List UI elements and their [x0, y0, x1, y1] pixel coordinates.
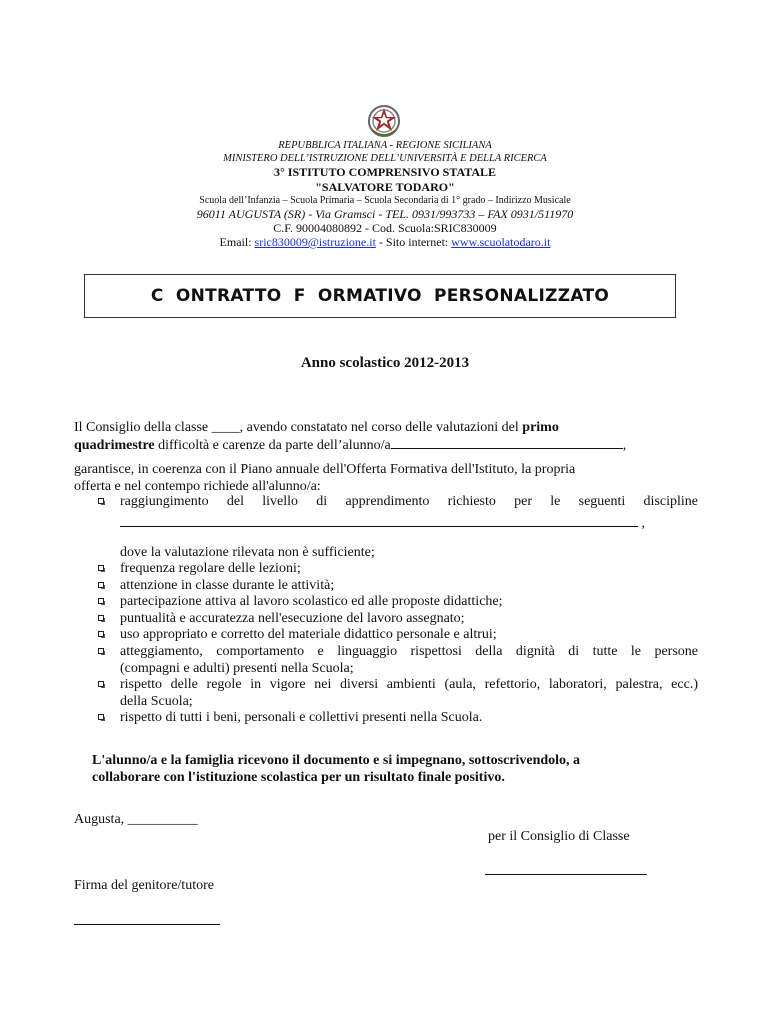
checkbox-bullet-icon [98, 582, 104, 588]
checkbox-bullet-icon [98, 598, 104, 604]
list-item-text: frequenza regolare delle lezioni; [120, 561, 301, 576]
student-name-blank[interactable] [391, 436, 623, 449]
consiglio-label: per il Consiglio di Classe [488, 829, 630, 844]
list-item-text-continued: (compagni e adulti) presenti nella Scuola; [120, 660, 354, 676]
email-label: Email: [219, 235, 255, 249]
requirement-list-top [74, 494, 698, 531]
intro-bold-primo: primo [522, 420, 559, 435]
italian-republic-emblem-icon [364, 100, 404, 140]
intro-line-2 [74, 436, 626, 454]
checkbox-bullet-icon [98, 714, 104, 720]
checkbox-bullet-icon [98, 681, 104, 687]
school-year: Anno scolastico 2012-2013 [300, 355, 470, 371]
list-item [74, 644, 698, 677]
discipline-line [74, 514, 698, 531]
intro-line-1 [74, 419, 559, 436]
discipline-blank[interactable] [120, 514, 638, 527]
intro-text: Il Consiglio della classe ____, avendo constatato nel corso delle valutazioni del [74, 420, 523, 435]
intro-line-3: garantisce, in coerenza con il Piano annuale dell'Offerta Formativa dell'Istituto, la propria [74, 462, 576, 477]
title-box [84, 274, 676, 318]
list-item [74, 627, 698, 644]
discipline-comma: , [641, 515, 645, 531]
parent-signature-label: Firma del genitore/tutore [74, 878, 214, 893]
closing-line-2: collaborare con l'istituzione scolastica per un risultato finale positivo. [92, 770, 505, 785]
document-title: C ONTRATTO F ORMATIVO PERSONALIZZATO [150, 286, 610, 306]
list-item [74, 611, 698, 628]
header-school-levels: Scuola dell’Infanzia – Scuola Primaria – Scuola Secondaria di 1° grado – Indirizzo Musicale [199, 195, 571, 206]
dove-line: dove la valutazione rilevata non è sufficiente; [120, 545, 375, 560]
header-school-name: "SALVATORE TODARO" [315, 180, 455, 194]
header-republic: REPUBBLICA ITALIANA - REGIONE SICILIANA [278, 140, 492, 151]
parent-signature-line[interactable] [74, 924, 220, 925]
list-item-text: atteggiamento, comportamento e linguaggio rispettosi della dignità di tutte le persone [120, 643, 698, 659]
intro-bold-quadrimestre: quadrimestre [74, 438, 155, 453]
checkbox-bullet-icon [98, 498, 104, 504]
list-item [74, 494, 698, 511]
closing-line-1: L'alunno/a e la famiglia ricevono il documento e si impegnano, sottoscrivendolo, a [92, 753, 581, 768]
website-link[interactable]: www.scuolatodaro.it [451, 235, 551, 249]
place-date: Augusta, __________ [74, 812, 198, 827]
intro-line-4: offerta e nel contempo richiede all'alunno/a: [74, 479, 321, 494]
list-item [74, 578, 698, 595]
checkbox-bullet-icon [98, 648, 104, 654]
closing-statement [92, 752, 580, 786]
header-institute: 3° ISTITUTO COMPRENSIVO STATALE [273, 165, 497, 179]
email-link[interactable]: sric830009@istruzione.it [254, 235, 376, 249]
requirement-list [74, 561, 698, 727]
header-codes: C.F. 90004080892 - Cod. Scuola:SRIC830009 [273, 221, 497, 235]
header-contacts [74, 235, 696, 250]
list-item-text: partecipazione attiva al lavoro scolastico ed alle proposte didattiche; [120, 594, 503, 610]
checkbox-bullet-icon [98, 631, 104, 637]
list-item [74, 677, 698, 710]
list-item-text: attenzione in classe durante le attività; [120, 577, 335, 593]
list-item [74, 710, 698, 727]
consiglio-signature-line[interactable] [485, 874, 647, 875]
header-ministry: MINISTERO DELL’ISTRUZIONE DELL’UNIVERSITÀ E DELLA RICERCA [223, 153, 547, 164]
list-item-text: uso appropriato e corretto del materiale didattico personale e altrui; [120, 627, 497, 643]
intro-text: difficoltà e carenze da parte dell’alunno/a [154, 438, 391, 453]
list-item-text: rispetto di tutti i beni, personali e collettivi presenti nella Scuola. [120, 710, 483, 726]
list-item-text: raggiungimento del livello di apprendimento richiesto per le seguenti discipline [120, 494, 698, 509]
checkbox-bullet-icon [98, 565, 104, 571]
list-item-text: rispetto delle regole in vigore nei diversi ambienti (aula, refettorio, laboratori, palestra, ecc.) [120, 677, 698, 693]
checkbox-bullet-icon [98, 615, 104, 621]
list-item-text-continued: della Scuola; [120, 693, 193, 709]
list-item [74, 561, 698, 578]
list-item [74, 594, 698, 611]
site-label: - Sito internet: [375, 235, 452, 249]
list-item-text: puntualità e accuratezza nell'esecuzione del lavoro assegnato; [120, 610, 465, 626]
header-address: 96011 AUGUSTA (SR) - Via Gramsci - TEL. 0931/993733 – FAX 0931/511970 [196, 207, 574, 221]
intro-comma: , [622, 438, 627, 453]
